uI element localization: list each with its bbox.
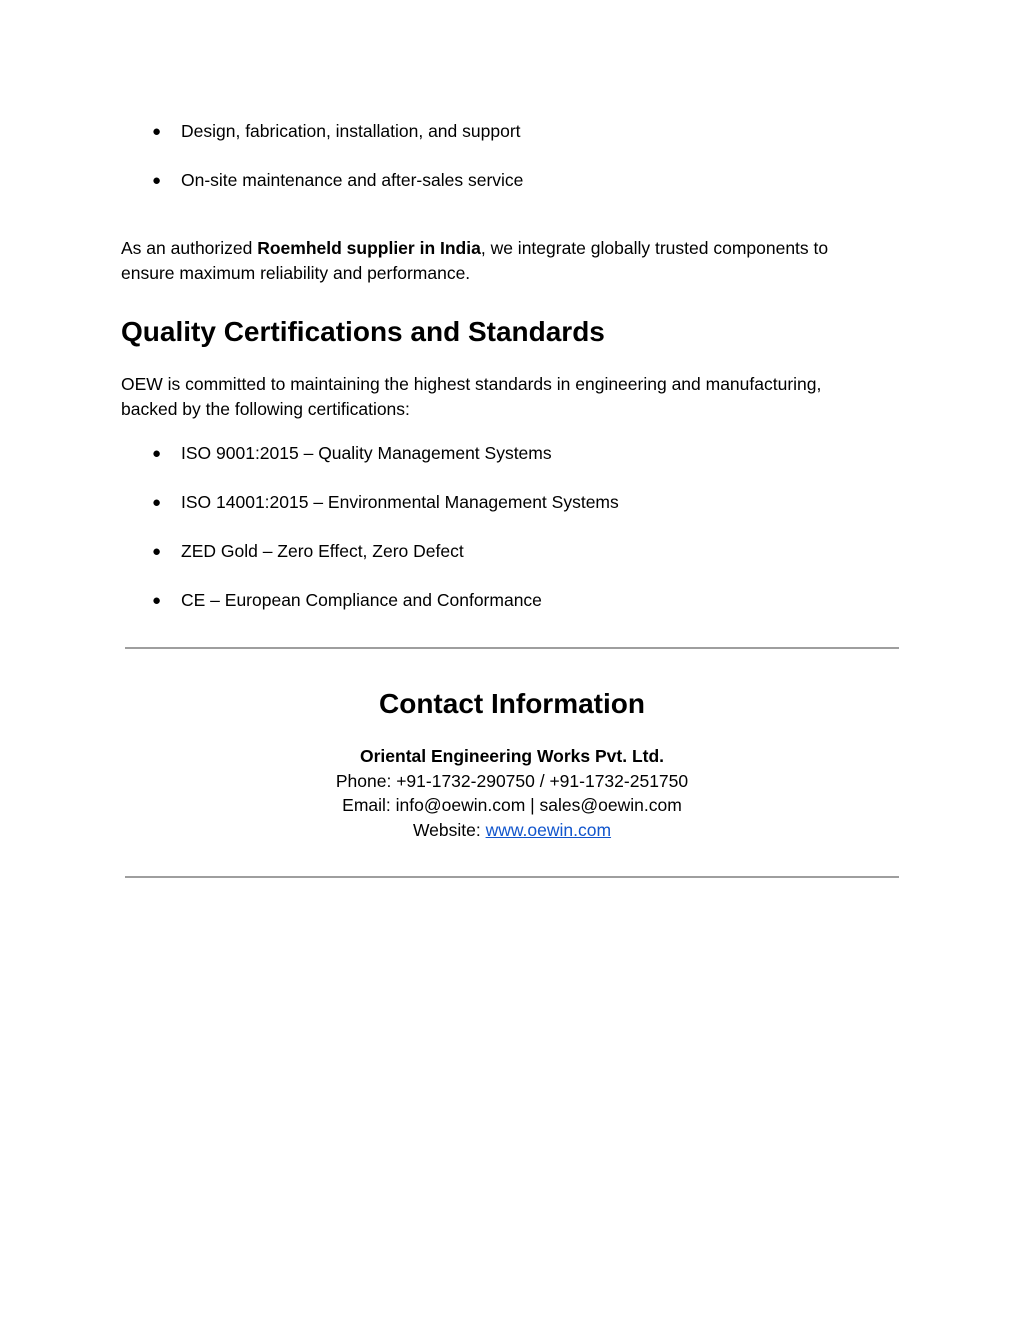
roemheld-paragraph bbox=[121, 236, 881, 285]
paragraph-text: , we integrate globally trusted components to ensure maximum reliability and performance. bbox=[121, 238, 829, 283]
certifications-list bbox=[152, 443, 619, 639]
horizontal-divider bbox=[125, 876, 899, 878]
contact-details bbox=[0, 744, 1024, 842]
bullet-icon: ● bbox=[152, 543, 162, 560]
contact-heading: Contact Information bbox=[379, 688, 645, 719]
bullet-icon: ● bbox=[152, 592, 162, 609]
phone-line: Phone: +91-1732-290750 / +91-1732-251750 bbox=[335, 770, 689, 791]
bullet-icon: ● bbox=[152, 123, 162, 140]
list-item-text: Design, fabrication, installation, and support bbox=[181, 121, 521, 141]
company-name: Oriental Engineering Works Pvt. Ltd. bbox=[359, 746, 665, 766]
services-list bbox=[152, 121, 523, 219]
bullet-icon: ● bbox=[152, 445, 162, 462]
list-item bbox=[152, 492, 619, 513]
paragraph-text: As an authorized bbox=[121, 238, 258, 258]
email-line: Email: info@oewin.com | sales@oewin.com bbox=[342, 795, 682, 815]
list-item bbox=[152, 170, 523, 191]
list-item-text: ISO 9001:2015 – Quality Management Systems bbox=[181, 443, 552, 463]
certifications-intro: OEW is committed to maintaining the highest standards in engineering and manufacturing, backed by the following certifications: bbox=[121, 374, 822, 419]
list-item bbox=[152, 443, 619, 464]
list-item bbox=[152, 541, 619, 562]
list-item-text: ISO 14001:2015 – Environmental Management Systems bbox=[181, 492, 619, 512]
bold-phrase: Roemheld supplier in India bbox=[257, 238, 481, 258]
section-heading: Quality Certifications and Standards bbox=[121, 316, 605, 347]
website-label: Website: bbox=[412, 819, 486, 840]
list-item-text: On-site maintenance and after-sales service bbox=[181, 170, 524, 190]
horizontal-divider bbox=[125, 647, 899, 649]
list-item bbox=[152, 121, 523, 142]
website-link[interactable]: www.oewin.com bbox=[485, 819, 612, 840]
list-item-text: CE – European Compliance and Conformance bbox=[181, 590, 542, 610]
list-item bbox=[152, 590, 619, 611]
bullet-icon: ● bbox=[152, 494, 162, 511]
website-line bbox=[0, 818, 1024, 843]
bullet-icon: ● bbox=[152, 172, 162, 189]
list-item-text: ZED Gold – Zero Effect, Zero Defect bbox=[181, 541, 464, 561]
